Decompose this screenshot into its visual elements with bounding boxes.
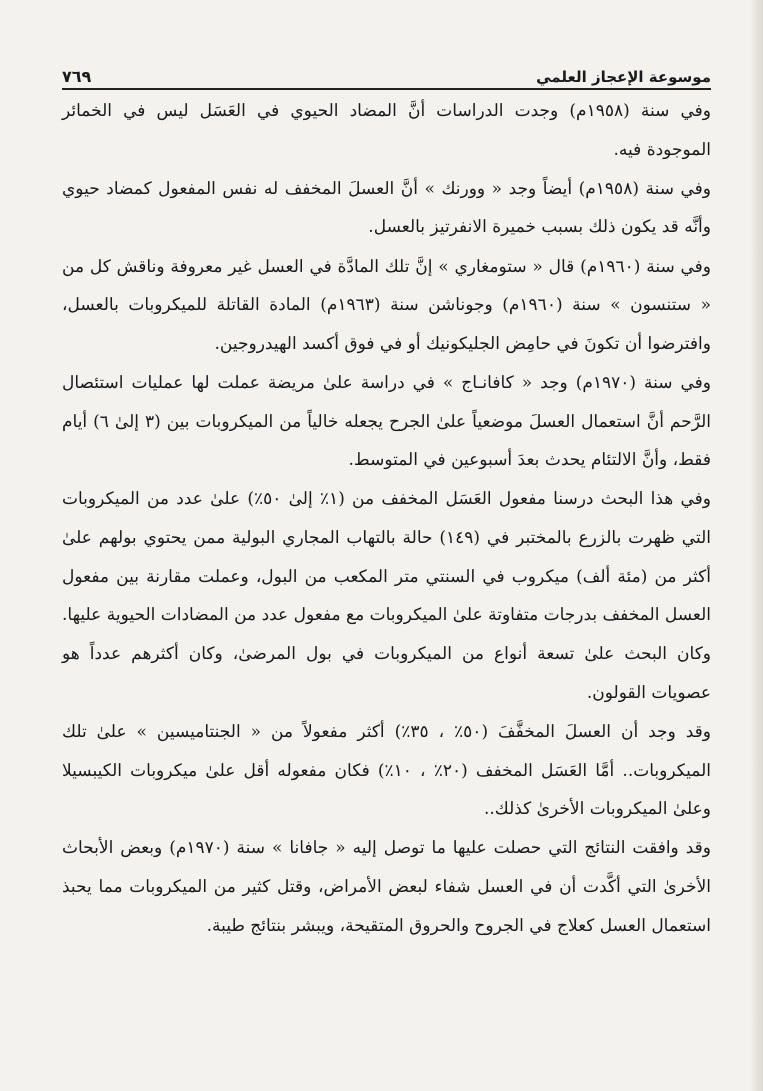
paragraph-4: وفي سنة (١٩٧٠م) وجد « كافانـاج » في دراسة علىٰ مريضة عملت لها عمليات استئصال الرَّحم أنَّ استعمال العسلَ موضعياً علىٰ الجرح يجعله خالياً من الميكروبات بين (٣ إلىٰ ٦) أيام فقط، وأنَّ الالتئام يحدث بعدَ أسبوعين في المتوسط. [62, 372, 712, 471]
page-body [62, 92, 711, 946]
paragraph-3: وفي سنة (١٩٦٠م) قال « ستومغاري » إنَّ تلك المادَّة في العسل غير معروفة وناقش كل من « ستنسون » سنة (١٩٦٠م) وجوناشن سنة (١٩٦٣م) المادة القاتلة للميكروبات بالعسل، وافترضوا أن تكونَ في حامِض الجليكونيك أو في فوق أكسد الهيدروجين. [62, 256, 711, 354]
paragraph-1: وفي سنة (١٩٥٨م) وجدت الدراسات أنَّ المضاد الحيوي في العَسَل ليس في الخمائر الموجودة فيه. [62, 101, 711, 160]
paragraph-7: وقد وجد أن العسلَ المخفَّفَ (٥٠٪ ، ٣٥٪) أكثر مفعولاً من « الجنتاميسين » علىٰ تلك الميكروبات.. أمَّا العَسَل المخفف (٢٠٪ ، ١٠٪) فكان مفعوله أقل علىٰ ميكروبات الكيبسيلا وعلىٰ الميكروبات الأخرىٰ كذلك.. [62, 722, 711, 820]
paragraph-5: وفي هذا البحث درسنا مفعول العَسَل المخفف من (١٪ إلىٰ ٥٠٪) علىٰ عدد من الميكروبات التي ظهرت بالزرع بالمختبر في (١٤٩) حالة بالتهاب المجاري البولية ممن يحتوي بولهم علىٰ أكثر من (مئة ألف) ميكروب في السنتي متر المكعب من البول، وعملت مقارنة بين مفعول العسل المخفف بدرجات متفاوتة علىٰ الميكروبات مع مفعول عدد من المضادات الحيوية عليها. [62, 489, 711, 626]
running-title: موسوعة الإعجاز العلمي [536, 68, 711, 86]
paragraph-2: وفي سنة (١٩٥٨م) أيضاً وجد « وورنك » أنَّ العسلَ المخفف له نفس المفعول كمضاد حيوي وأنَّه قد يكون ذلك بسبب خميرة الانفرتيز بالعسل. [62, 178, 711, 238]
page-edge-shadow [749, 0, 763, 1091]
page-header [62, 60, 711, 90]
paragraph-8: وقد وافقت النتائج التي حصلت عليها ما توصل إليه « جافانا » سنة (١٩٧٠م) وبعض الأبحاث الأخرىٰ التي أكَّدت أن في العسل شفاء لبعض الأمراض، وقتل كثير من الميكروبات مما يحبذ استعمال العسل كعلاج في الجروح والحروق المتقيحة، ويبشر بنتائج طيبة. [62, 838, 711, 936]
paragraph-6: وكان البحث علىٰ تسعة أنواع من الميكروبات في بول المرضىٰ، وكان أكثرهم عدداً هو عصويات القولون. [62, 644, 711, 703]
page-number: ٧٦٩ [62, 67, 92, 86]
